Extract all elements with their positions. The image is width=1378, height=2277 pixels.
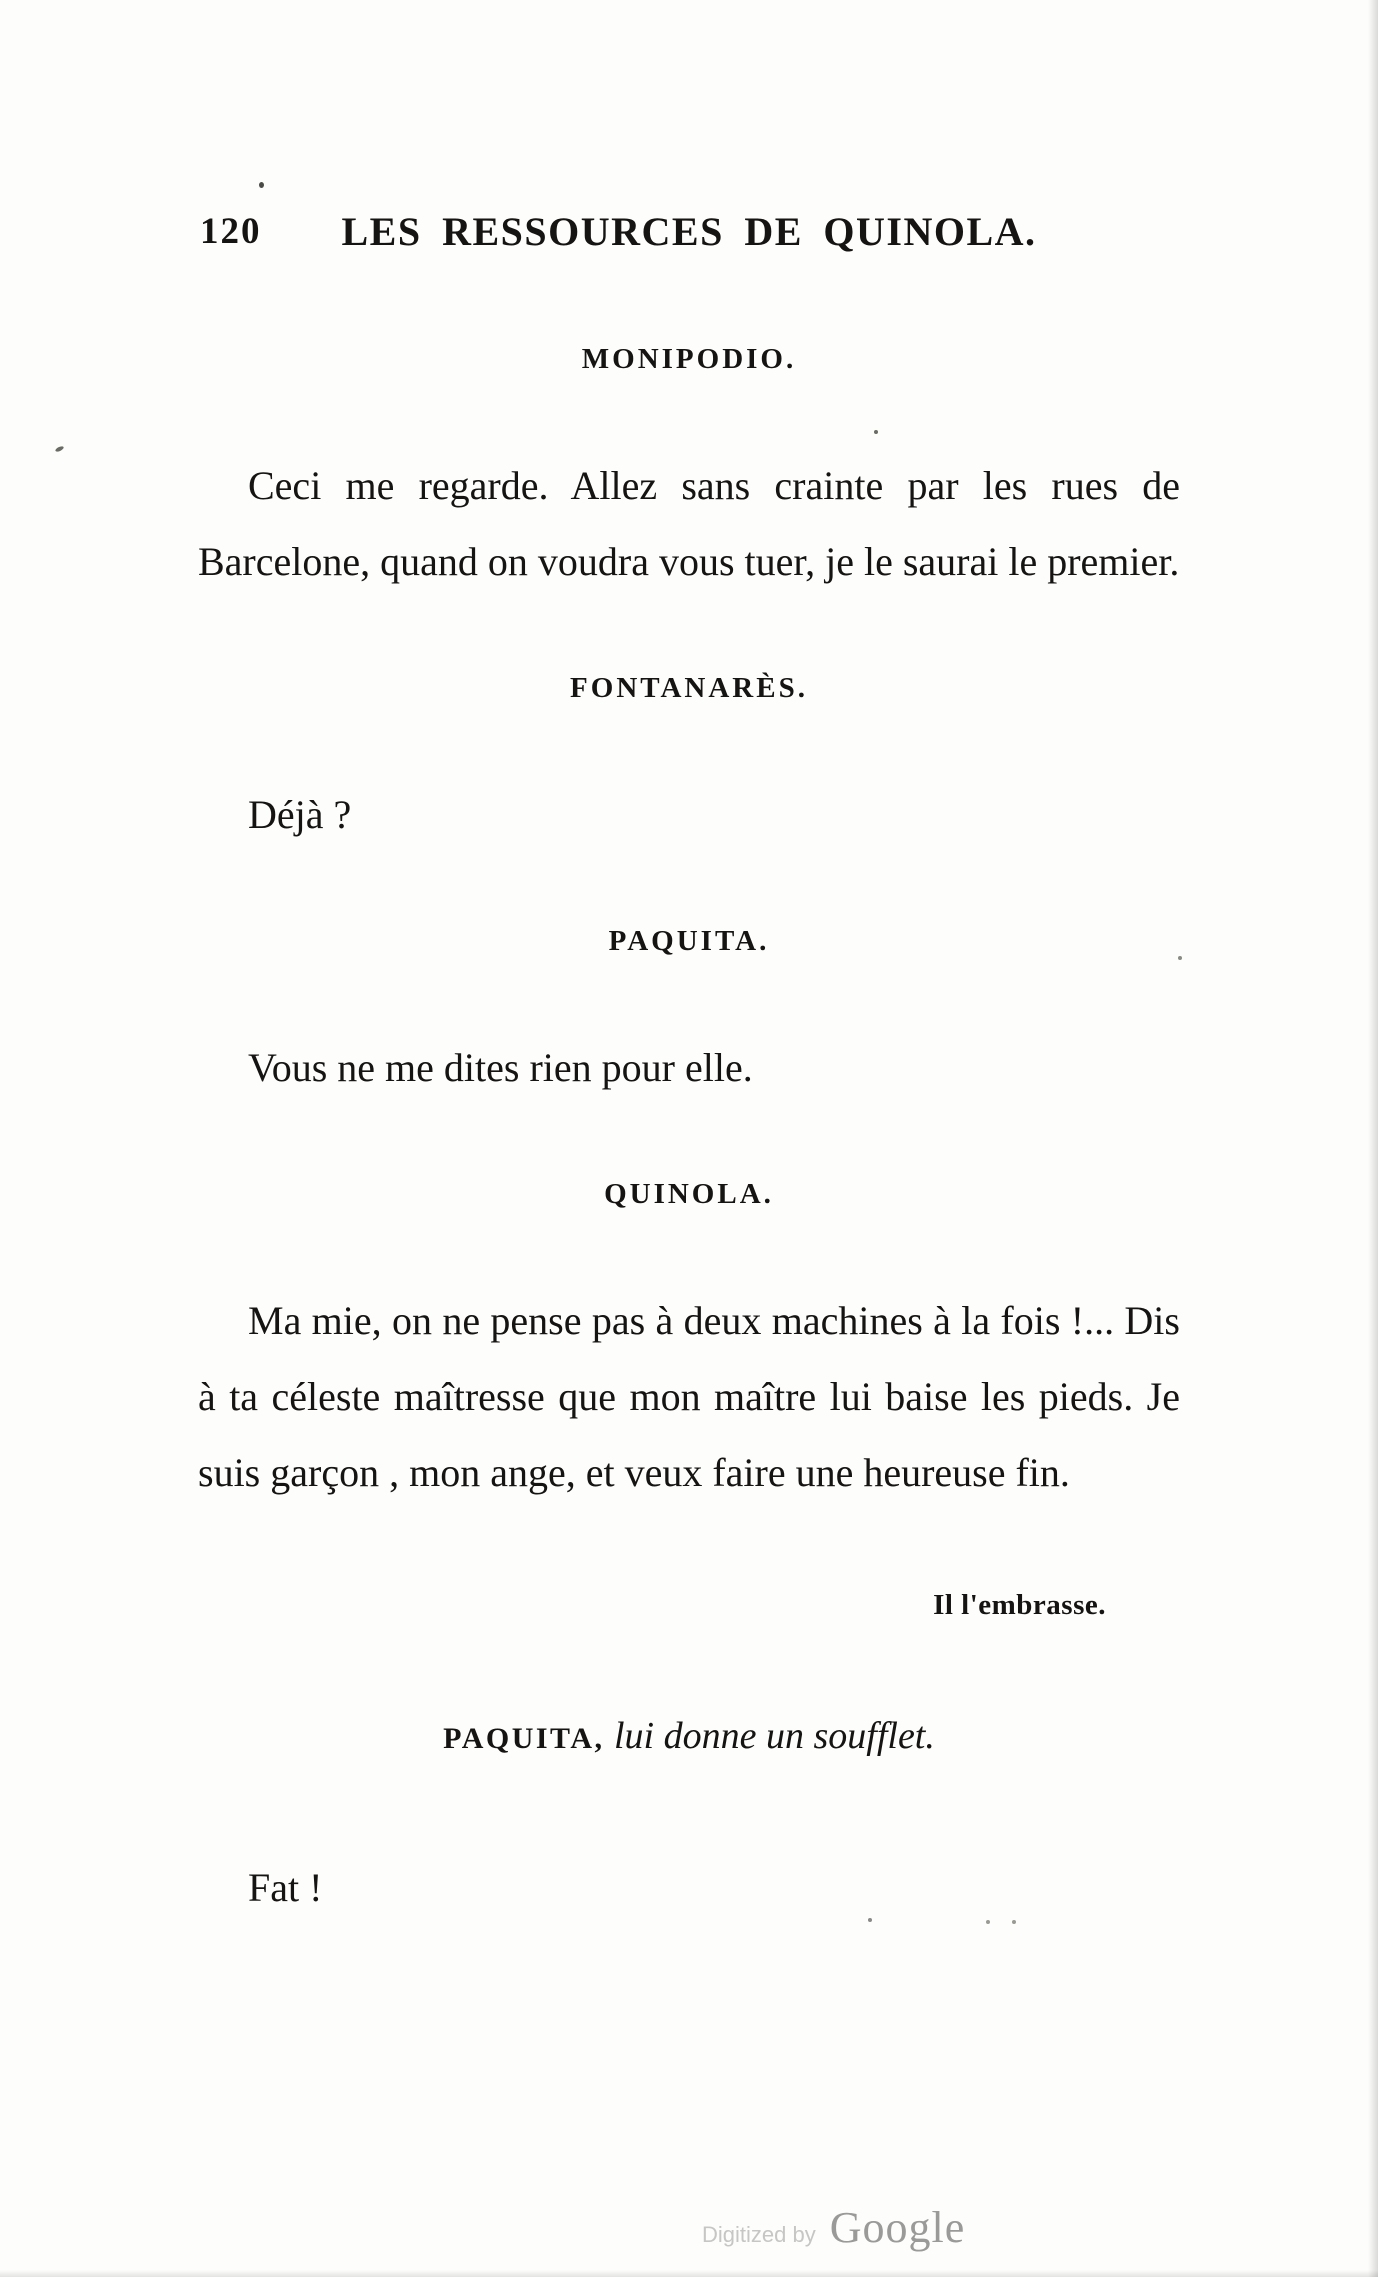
speaker-paquita-with-direction	[198, 1714, 1180, 1758]
speaker-fontanares: FONTANARÈS.	[570, 672, 808, 704]
stage-direction-embrasse: Il l'embrasse.	[933, 1589, 1106, 1621]
inline-stage-direction: lui donne un soufflet.	[614, 1715, 935, 1757]
google-logo: Google	[829, 2203, 966, 2252]
page-number: 120	[200, 211, 262, 252]
digitized-by-label: Digitized by	[702, 2222, 816, 2247]
scan-artifact	[55, 445, 65, 452]
page-content	[198, 208, 1180, 1926]
dialogue-monipodio: Ceci me regarde. Allez sans crainte par les rues de Barcelone, quand on voudra vous tuer, je le saurai le premier.	[198, 463, 1180, 584]
speaker-quinola: QUINOLA.	[604, 1178, 774, 1210]
dialogue-quinola: Ma mie, on ne pense pas à deux machines à la fois !... Dis à ta céleste maîtresse que mon maître lui baise les pieds. Je suis garçon , mon ange, et veux faire une heureuse fin.	[198, 1298, 1180, 1495]
inline-speaker-name: PAQUITA,	[443, 1722, 605, 1755]
digitization-watermark	[702, 2202, 965, 2253]
running-title: LES RESSOURCES DE QUINOLA.	[341, 209, 1037, 254]
speaker-monipodio: MONIPODIO.	[581, 343, 797, 375]
scan-artifact	[259, 182, 264, 188]
dialogue-fontanares: Déjà ?	[248, 792, 352, 837]
speaker-paquita: PAQUITA.	[608, 925, 770, 957]
page-header	[198, 208, 1180, 255]
dialogue-paquita-fat: Fat !	[248, 1865, 323, 1910]
dialogue-paquita: Vous ne me dites rien pour elle.	[248, 1045, 753, 1090]
